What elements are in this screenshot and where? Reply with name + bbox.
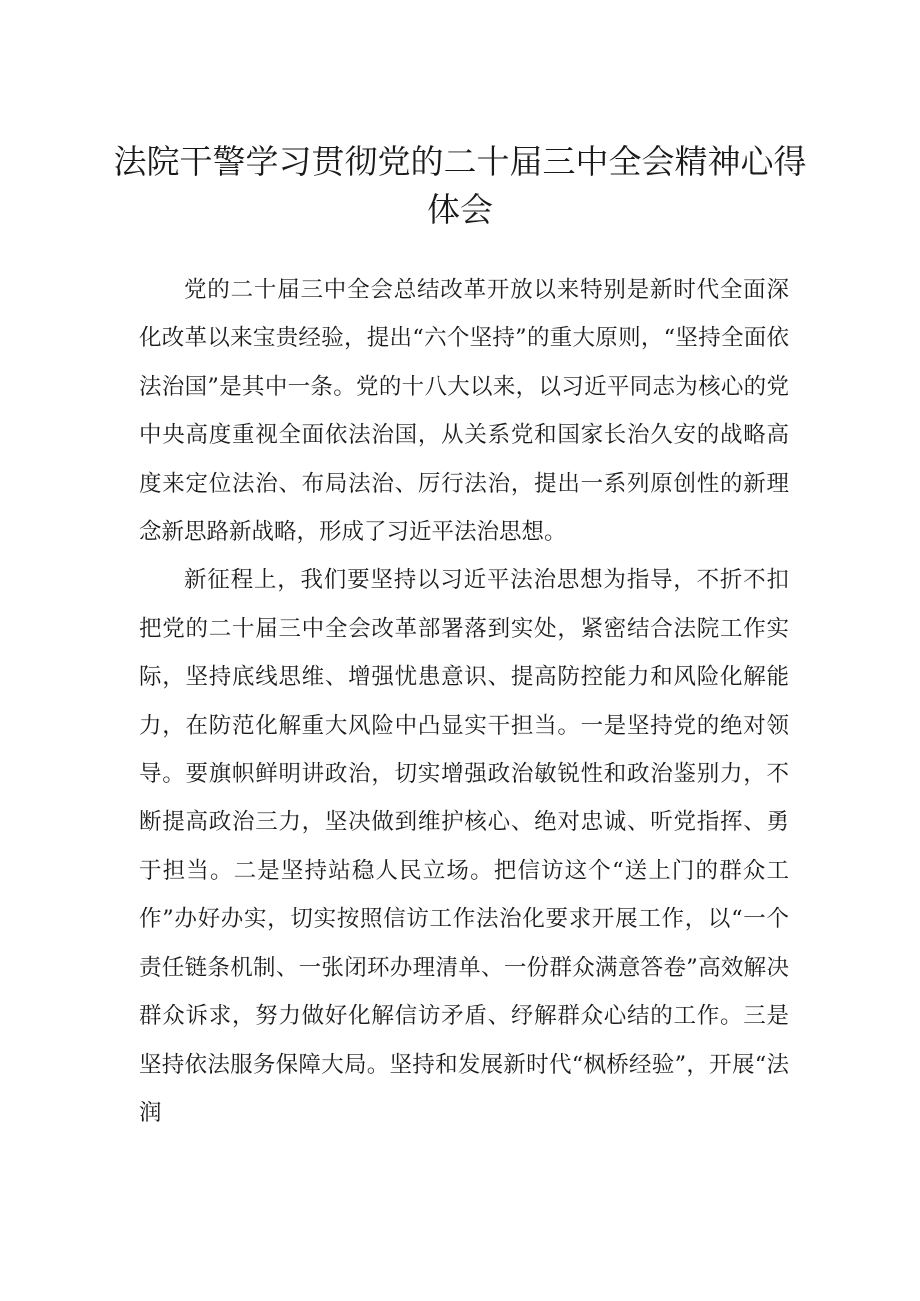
document-body (139, 266, 789, 1137)
document-title: 法院干警学习贯彻党的二十届三中全会精神心得体会 (113, 142, 807, 229)
paragraph-2: 新征程上，我们要坚持以习近平法治思想为指导，不折不扣把党的二十届三中全会改革部署落到实处，紧密结合法院工作实际，坚持底线思维、增强忧患意识、提高防控能力和风险化解能力，在防范化解重大风险中凸显实干担当。一是坚持党的绝对领导。要旗帜鲜明讲政治，切实增强政治敏锐性和政治鉴别力，不断提高政治三力，坚决做到维护核心、绝对忠诚、听党指挥、勇于担当。二是坚持站稳人民立场。把信访这个“送上门的群众工作”办好办实，切实按照信访工作法治化要求开展工作，以“一个责任链条机制、一张闭环办理清单、一份群众满意答卷”高效解决群众诉求，努力做好化解信访矛盾、纾解群众心结的工作。三是坚持依法服务保障大局。坚持和发展新时代“枫桥经验”，开展“法润 (139, 567, 789, 1126)
paragraph-1: 党的二十届三中全会总结改革开放以来特别是新时代全面深化改革以来宝贵经验，提出“六个坚持”的重大原则，“坚持全面依法治国”是其中一条。党的十八大以来，以习近平同志为核心的党中央高度重视全面依法治国，从关系党和国家长治久安的战略高度来定位法治、布局法治、厉行法治，提出一系列原创性的新理念新思路新战略，形成了习近平法治思想。 (139, 277, 789, 546)
